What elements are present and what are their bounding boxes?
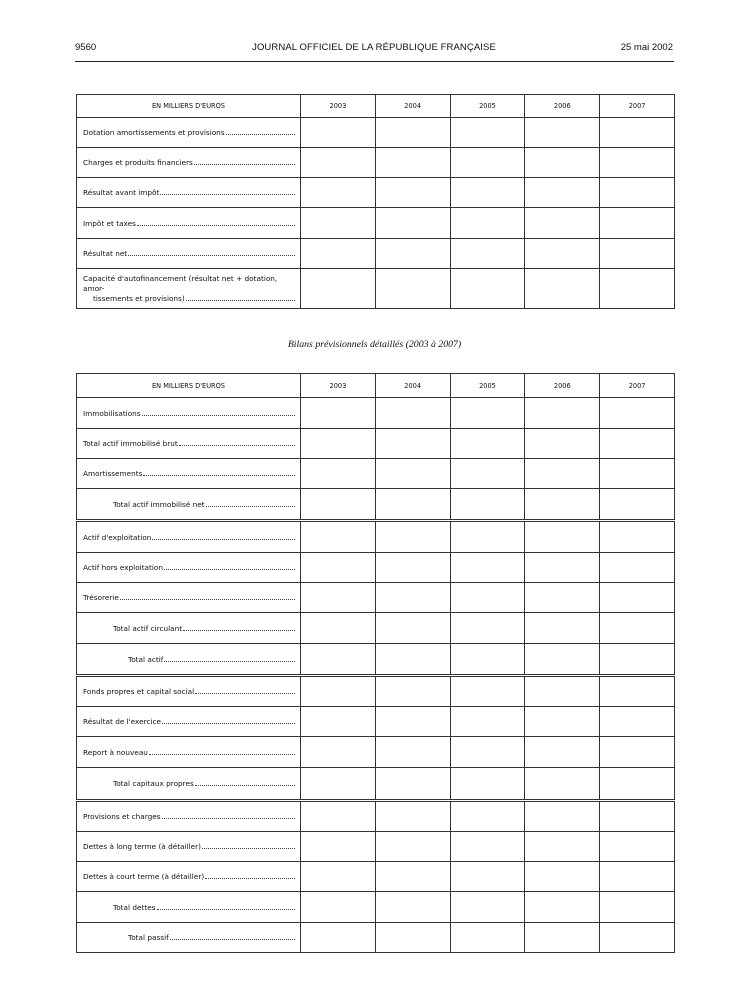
publication-date: 25 mai 2002 [620,42,673,53]
table-cell [301,892,376,923]
table-cell [525,801,600,832]
table-cell [600,239,675,269]
table-cell [301,613,376,644]
row-label: Immobilisations [77,398,301,429]
year-header: 2005 [450,95,525,118]
table-cell [375,239,450,269]
table-cell [450,521,525,553]
row-label: Provisions et charges [77,801,301,832]
table-cell [301,521,376,553]
table-cell [375,118,450,148]
table-cell [450,613,525,644]
table-cell [375,707,450,737]
balance-sheet-table [76,373,675,953]
table-cell [301,208,376,239]
table-cell [450,239,525,269]
year-header: 2006 [525,95,600,118]
table-cell [600,208,675,239]
table-cell [525,208,600,239]
table-cell [375,553,450,583]
table-cell [375,862,450,892]
row-label: Fonds propres et capital social [77,676,301,707]
table-cell [450,707,525,737]
table-row [77,862,675,892]
table-row [77,923,675,953]
table-cell [600,832,675,862]
table-row [77,768,675,801]
table-row [77,118,675,148]
table-cell [301,269,376,309]
year-header: 2005 [450,374,525,398]
table-row [77,553,675,583]
table-cell [600,553,675,583]
table-cell [301,862,376,892]
table-header-row [77,374,675,398]
table-cell [375,832,450,862]
table-cell [375,178,450,208]
table-caption: Bilans prévisionnels détaillés (2003 à 2007) [287,339,462,350]
table-row [77,892,675,923]
table-cell [600,118,675,148]
table-cell [600,892,675,923]
table-cell [375,892,450,923]
table-cell [525,737,600,768]
journal-title: JOURNAL OFFICIEL DE LA RÉPUBLIQUE FRANÇAISE [252,42,496,53]
table-cell [450,148,525,178]
table-cell [375,489,450,521]
table-cell [525,553,600,583]
table-cell [600,178,675,208]
header-rule [75,61,674,62]
table-cell [450,429,525,459]
table-cell [600,269,675,309]
table-cell [525,398,600,429]
table-cell [301,398,376,429]
table-cell [450,768,525,801]
table-cell [600,429,675,459]
table-row [77,676,675,707]
table-cell [525,178,600,208]
row-label: Actif hors exploitation [77,553,301,583]
table-cell [375,583,450,613]
table-cell [375,269,450,309]
table-cell [525,489,600,521]
table-cell [301,148,376,178]
row-label: Dettes à long terme (à détailler) [77,832,301,862]
income-table [76,94,675,309]
table-row [77,148,675,178]
table-row [77,707,675,737]
row-label: Dettes à court terme (à détailler) [77,862,301,892]
table-cell [375,208,450,239]
unit-header: EN MILLIERS D'EUROS [77,374,301,398]
table-row [77,429,675,459]
page-number: 9560 [75,42,97,53]
row-label: Total dettes [77,892,301,923]
table-row [77,644,675,676]
table-cell [375,613,450,644]
table-cell [450,832,525,862]
table-cell [301,801,376,832]
table-cell [525,148,600,178]
table-cell [375,459,450,489]
table-cell [600,398,675,429]
year-header: 2003 [301,95,376,118]
table-cell [525,429,600,459]
row-label: Capacité d'autofinancement (résultat net + dotation, amor- tissements et provisions) [77,269,301,309]
table-cell [450,553,525,583]
table-cell [450,118,525,148]
row-label: Résultat avant impôt [77,178,301,208]
table-cell [525,613,600,644]
row-label: Total passif [77,923,301,953]
table-cell [600,583,675,613]
table-cell [525,459,600,489]
row-label: Amortissements [77,459,301,489]
table-cell [450,583,525,613]
table-cell [301,178,376,208]
table-cell [525,583,600,613]
table-cell [600,737,675,768]
table-row [77,521,675,553]
unit-header: EN MILLIERS D'EUROS [77,95,301,118]
table-cell [525,707,600,737]
table-cell [375,148,450,178]
table-cell [600,923,675,953]
table-cell [375,676,450,707]
table-cell [375,801,450,832]
table-cell [525,521,600,553]
table-cell [301,553,376,583]
table-cell [375,737,450,768]
table-cell [301,832,376,862]
table-cell [525,832,600,862]
table-cell [525,892,600,923]
table-cell [450,923,525,953]
table-row [77,832,675,862]
row-label: Actif d'exploitation [77,521,301,553]
table-row [77,178,675,208]
table-cell [600,862,675,892]
row-label: Résultat net [77,239,301,269]
table-cell [301,707,376,737]
table-row [77,613,675,644]
year-header: 2006 [525,374,600,398]
row-label: Impôt et taxes [77,208,301,239]
table-row [77,398,675,429]
table-cell [301,429,376,459]
table-cell [600,644,675,676]
table-row [77,737,675,768]
year-header: 2004 [375,374,450,398]
table-cell [301,923,376,953]
table-cell [525,269,600,309]
table-cell [450,737,525,768]
year-header: 2007 [600,374,675,398]
table-cell [301,459,376,489]
table-cell [600,521,675,553]
table-cell [450,644,525,676]
table-row [77,459,675,489]
table-cell [525,768,600,801]
year-header: 2004 [375,95,450,118]
table-cell [600,613,675,644]
table-row [77,801,675,832]
table-cell [301,239,376,269]
table-cell [600,801,675,832]
table-cell [525,676,600,707]
row-label: Résultat de l'exercice [77,707,301,737]
table-cell [525,118,600,148]
table-cell [525,923,600,953]
table-cell [525,644,600,676]
table-row [77,239,675,269]
table-cell [301,676,376,707]
table-cell [375,644,450,676]
table-cell [375,429,450,459]
row-label: Total actif immobilisé net [77,489,301,521]
table-cell [301,583,376,613]
table-cell [301,737,376,768]
table-cell [450,489,525,521]
table-cell [450,801,525,832]
table-cell [301,768,376,801]
row-label: Trésorerie [77,583,301,613]
table-cell [450,676,525,707]
table-cell [375,768,450,801]
table-cell [301,118,376,148]
table-cell [600,148,675,178]
table-cell [375,398,450,429]
year-header: 2007 [600,95,675,118]
table-cell [525,239,600,269]
row-label: Dotation amortissements et provisions [77,118,301,148]
table-cell [525,862,600,892]
table-cell [600,676,675,707]
table-cell [600,459,675,489]
table-cell [450,178,525,208]
table-row [77,269,675,309]
table-row [77,489,675,521]
table-cell [450,398,525,429]
row-label: Total capitaux propres [77,768,301,801]
table-cell [301,644,376,676]
table-cell [600,707,675,737]
table-cell [450,459,525,489]
table-cell [450,269,525,309]
table-cell [450,892,525,923]
year-header: 2003 [301,374,376,398]
row-label: Charges et produits financiers [77,148,301,178]
table-header-row [77,95,675,118]
table-cell [301,489,376,521]
table-cell [600,489,675,521]
table-cell [375,521,450,553]
row-label: Total actif circulant [77,613,301,644]
row-label: Total actif immobilisé brut [77,429,301,459]
table-cell [375,923,450,953]
row-label: Total actif [77,644,301,676]
table-row [77,583,675,613]
table-cell [600,768,675,801]
table-cell [450,862,525,892]
row-label: Report à nouveau [77,737,301,768]
table-row [77,208,675,239]
table-cell [450,208,525,239]
page-header [75,42,673,58]
